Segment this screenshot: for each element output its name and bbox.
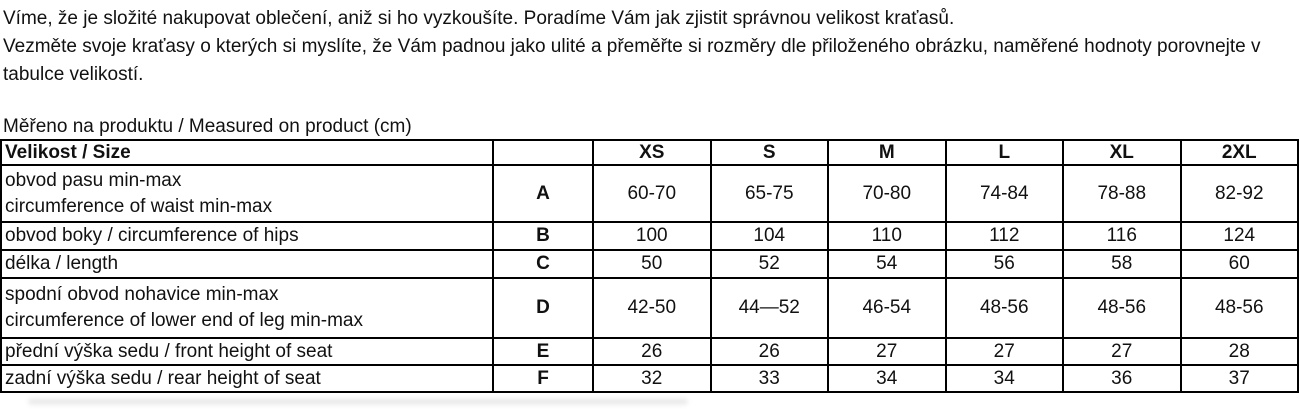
row-waist-label-cz: obvod pasu min-max xyxy=(5,169,182,191)
row-length-label: délka / length xyxy=(1,250,493,278)
row-hips-value-2xl: 124 xyxy=(1181,222,1299,250)
table-row-front-rise xyxy=(1,338,1298,365)
row-back-rise-value-m: 34 xyxy=(828,365,946,392)
row-length-value-l: 56 xyxy=(946,250,1064,278)
row-waist-value-l: 74-84 xyxy=(946,165,1064,222)
row-waist-value-2xl: 82-92 xyxy=(1181,165,1299,222)
row-waist-value-xs: 60-70 xyxy=(593,165,711,222)
row-leg-opening-label xyxy=(1,278,493,338)
row-back-rise-value-xl: 36 xyxy=(1063,365,1181,392)
intro-paragraph xyxy=(0,0,1297,89)
row-front-rise-value-m: 27 xyxy=(828,338,946,365)
row-back-rise-value-2xl: 37 xyxy=(1181,365,1299,392)
row-front-rise-value-l: 27 xyxy=(946,338,1064,365)
row-waist-value-xl: 78-88 xyxy=(1063,165,1181,222)
size-header-m: M xyxy=(828,140,946,165)
intro-sentence-2: Vezměte svoje kraťasy o kterých si myslíte, že Vám padnou jako ulité a přeměřte si rozměry dle přiloženého obrázku, naměřené hodnoty porovnejte v tabulce velikostí. xyxy=(3,36,1261,85)
row-back-rise-letter: F xyxy=(493,365,593,392)
size-header-s: S xyxy=(711,140,829,165)
row-front-rise-value-s: 26 xyxy=(711,338,829,365)
row-hips-value-s: 104 xyxy=(711,222,829,250)
table-row-waist xyxy=(1,165,1298,222)
row-front-rise-value-2xl: 28 xyxy=(1181,338,1299,365)
row-waist-value-m: 70-80 xyxy=(828,165,946,222)
row-back-rise-value-l: 34 xyxy=(946,365,1064,392)
letter-column-header-cell xyxy=(493,140,593,165)
row-back-rise-label: zadní výška sedu / rear height of seat xyxy=(1,365,493,392)
row-leg-opening-value-l: 48-56 xyxy=(946,278,1064,338)
row-leg-opening-value-xl: 48-56 xyxy=(1063,278,1181,338)
row-back-rise-value-s: 33 xyxy=(711,365,829,392)
row-length-value-s: 52 xyxy=(711,250,829,278)
row-front-rise-label: přední výška sedu / front height of seat xyxy=(1,338,493,365)
row-length-value-xl: 58 xyxy=(1063,250,1181,278)
row-leg-opening-label-cz: spodní obvod nohavice min-max xyxy=(5,284,279,305)
row-hips-value-xs: 100 xyxy=(593,222,711,250)
size-header-l: L xyxy=(946,140,1064,165)
row-length-value-xs: 50 xyxy=(593,250,711,278)
row-hips-label: obvod boky / circumference of hips xyxy=(1,222,493,250)
table-row-length xyxy=(1,250,1298,278)
row-leg-opening-value-2xl: 48-56 xyxy=(1181,278,1299,338)
row-length-value-2xl: 60 xyxy=(1181,250,1299,278)
row-leg-opening-label-en: circumference of lower end of leg min-max xyxy=(5,310,363,331)
table-caption: Měřeno na produktu / Measured on product (cm) xyxy=(3,116,412,137)
row-waist-letter: A xyxy=(493,165,593,222)
row-hips-value-xl: 116 xyxy=(1063,222,1181,250)
size-header-xs: XS xyxy=(593,140,711,165)
row-leg-opening-value-m: 46-54 xyxy=(828,278,946,338)
scan-artifact-smudge xyxy=(28,398,688,405)
size-table-title-cell: Velikost / Size xyxy=(1,140,493,165)
size-table xyxy=(0,139,1299,393)
row-waist-label xyxy=(1,165,493,222)
row-waist-value-s: 65-75 xyxy=(711,165,829,222)
row-front-rise-value-xl: 27 xyxy=(1063,338,1181,365)
size-header-xl: XL xyxy=(1063,140,1181,165)
row-leg-opening-value-xs: 42-50 xyxy=(593,278,711,338)
table-row-back-rise xyxy=(1,365,1298,392)
table-row-leg-opening xyxy=(1,278,1298,338)
row-back-rise-value-xs: 32 xyxy=(593,365,711,392)
size-table-header-row xyxy=(1,140,1298,165)
row-leg-opening-value-s: 44—52 xyxy=(711,278,829,338)
row-waist-label-en: circumference of waist min-max xyxy=(5,195,273,217)
size-header-2xl: 2XL xyxy=(1181,140,1299,165)
row-leg-opening-letter: D xyxy=(493,278,593,338)
intro-sentence-1: Víme, že je složité nakupovat oblečení, aniž si ho vyzkoušíte. Poradíme Vám jak zjistit správnou velikost kraťasů. xyxy=(3,8,955,29)
row-hips-letter: B xyxy=(493,222,593,250)
row-length-letter: C xyxy=(493,250,593,278)
row-front-rise-value-xs: 26 xyxy=(593,338,711,365)
row-front-rise-letter: E xyxy=(493,338,593,365)
row-hips-value-m: 110 xyxy=(828,222,946,250)
table-row-hips xyxy=(1,222,1298,250)
row-length-value-m: 54 xyxy=(828,250,946,278)
row-hips-value-l: 112 xyxy=(946,222,1064,250)
